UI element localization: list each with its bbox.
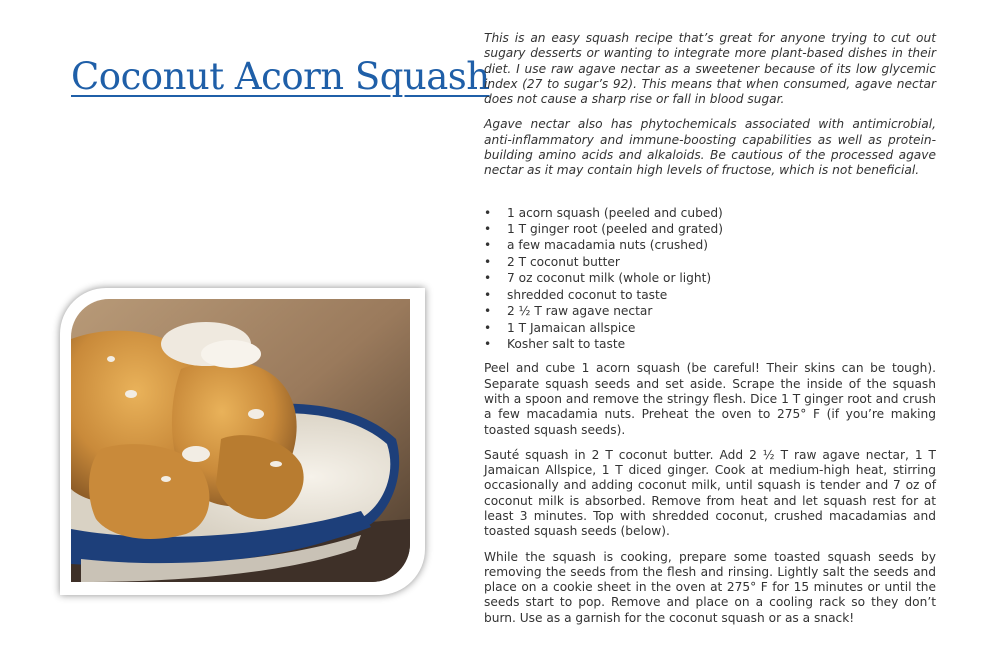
ingredient-item: • a few macadamia nuts (crushed) — [484, 237, 936, 253]
ingredient-item: • 2 T coconut butter — [484, 254, 936, 270]
ingredient-item: • 2 ½ T raw agave nectar — [484, 303, 936, 319]
intro-paragraph-1: This is an easy squash recipe that’s great for anyone trying to cut out sugary desserts or wanting to integrate more plant-based dishes in their diet. I use raw agave nectar as a sweetener because of its low glycemic index (27 to sugar’s 92). This means that when consumed, agave nectar does not cause a sharp rise or fall in blood sugar. — [484, 31, 936, 107]
ingredient-item: • shredded coconut to taste — [484, 287, 936, 303]
ingredient-item: • 1 T Jamaican allspice — [484, 320, 936, 336]
ingredient-item: • Kosher salt to taste — [484, 336, 936, 352]
ingredient-list — [484, 205, 936, 353]
ingredient-item: • 1 T ginger root (peeled and grated) — [484, 221, 936, 237]
photo-frame — [60, 288, 425, 595]
step-paragraph-3: While the squash is cooking, prepare some toasted squash seeds by removing the seeds from the flesh and rinsing. Lightly salt the seeds and place on a cookie sheet in the oven at 275° F for 15 minutes or until the seeds start to pop. Remove and place on a cooling rack so they don’t burn. Use as a garnish for the coconut squash or as a snack! — [484, 549, 936, 625]
step-paragraph-1: Peel and cube 1 acorn squash (be careful! Their skins can be tough). Separate squash seeds and set aside. Scrape the inside of the squash with a spoon and remove the stringy flesh. Dice 1 T ginger root and crush a few macadamia nuts. Preheat the oven to 275° F (if you’re making toasted squash seeds). — [484, 361, 936, 437]
recipe-title: Coconut Acorn Squash — [71, 55, 490, 98]
ingredient-item: • 7 oz coconut milk (whole or light) — [484, 270, 936, 286]
squash-photo — [71, 299, 410, 582]
intro-paragraph-2: Agave nectar also has phytochemicals associated with antimicrobial, anti-inflammatory and immune-boosting capabilities as well as protein-building amino acids and alkaloids. Be cautious of the processed agave nectar as it may contain high levels of fructose, which is not beneficial. — [484, 117, 936, 178]
step-paragraph-2: Sauté squash in 2 T coconut butter. Add 2 ½ T raw agave nectar, 1 T Jamaican Allspice, 1 T diced ginger. Cook at medium-high heat, stirring occasionally and adding coconut milk, until squash is tender and 7 oz of coconut milk is absorbed. Remove from heat and let squash rest for at least 3 minutes. Top with shredded coconut, crushed macadamias and toasted squash seeds (below). — [484, 447, 936, 539]
ingredient-item: • 1 acorn squash (peeled and cubed) — [484, 205, 936, 221]
recipe-text-column — [484, 31, 936, 636]
